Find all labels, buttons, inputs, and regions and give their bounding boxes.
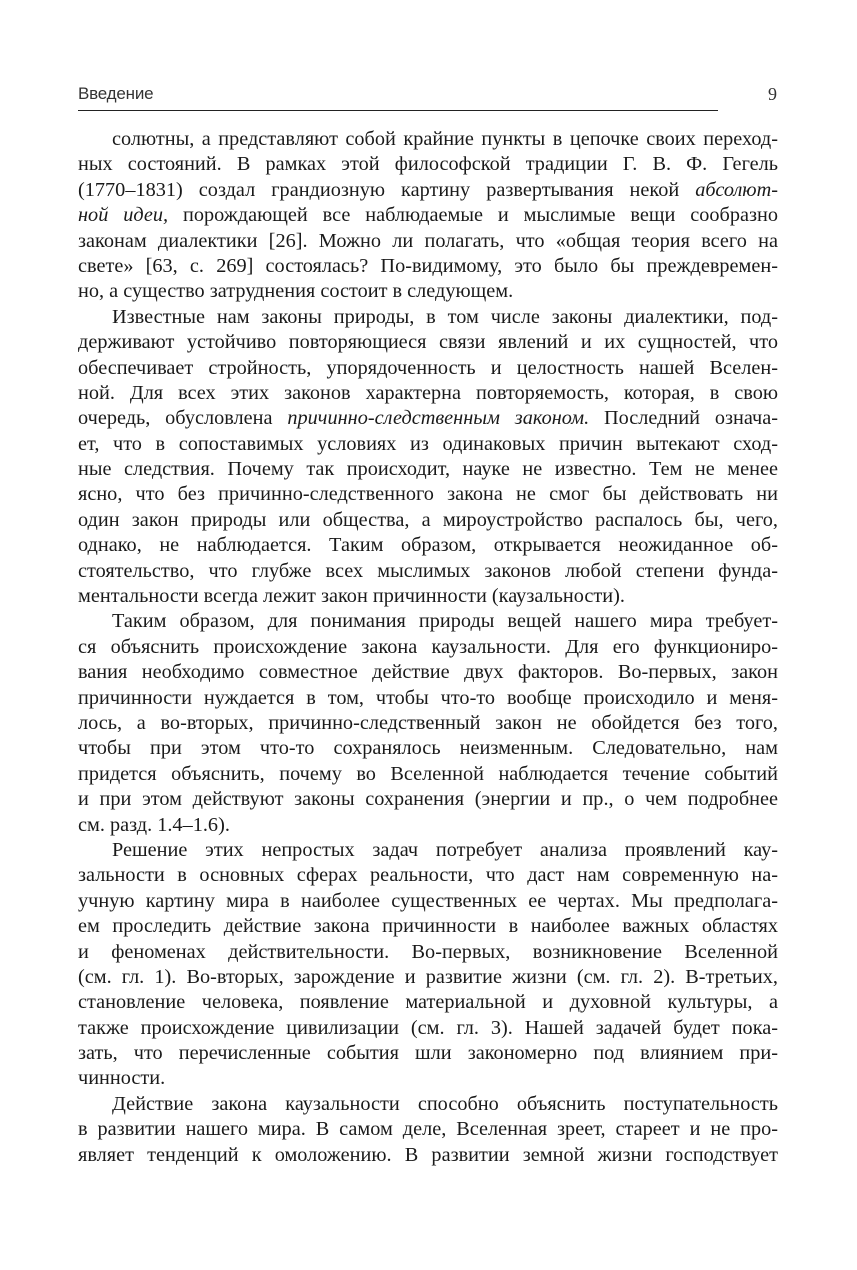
text-line: ные следствия. Почему так происходит, науке не известно. Тем не менее [78, 458, 778, 481]
text-line: солютны, а представляют собой крайние пункты в цепочке своих переход- [112, 128, 778, 150]
text-line: в развитии нашего мира. В самом деле, Вселенная зреет, стареет и не про- [78, 1118, 778, 1141]
text-line: Действие закона каузальности способно объяснить поступательность [112, 1092, 778, 1115]
text-line: и феноменах действительности. Во-первых, возникновение Вселенной [78, 940, 778, 963]
text-line: ной идеи, порождающей все наблюдаемые и мыслимые вещи сообразно [78, 204, 778, 227]
text-line: Известные нам законы природы, в том числе законы диалектики, под- [112, 305, 778, 328]
text-line: ся объяснить происхождение закона каузальности. Для его функциониро- [78, 635, 778, 658]
text-line: (1770–1831) создал грандиозную картину развертывания некой абсолют- [78, 178, 778, 201]
text-line: ных состояний. В рамках этой философской традиции Г. В. Ф. Гегель [78, 153, 778, 176]
text-line: ной. Для всех этих законов характерна повторяемость, которая, в свою [78, 381, 778, 404]
text-line: также происхождение цивилизации (см. гл. 3). Нашей задачей будет пока- [78, 1016, 778, 1039]
text-line: вания необходимо совместное действие двух факторов. Во-первых, закон [78, 661, 778, 684]
paragraph [78, 127, 778, 305]
text-line: законам диалектики [26]. Можно ли полагать, что «общая теория всего на [78, 229, 778, 252]
page-number: 9 [768, 84, 777, 104]
text-line: причинности нуждается в том, чтобы что-то вообще происходило и меня- [78, 686, 778, 709]
text-line: придется объяснить, почему во Вселенной наблюдается течение событий [78, 762, 778, 785]
paragraph [78, 305, 778, 610]
paragraph [78, 609, 778, 838]
text-line: зальности в основных сферах реальности, что даст нам современную на- [78, 864, 778, 887]
text-line: но, а существо затруднения состоит в следующем. [78, 280, 514, 303]
text-line: и при этом действуют законы сохранения (энергии и пр., о чем подробнее [78, 788, 778, 811]
text-line: ет, что в сопоставимых условиях из одинаковых причин вытекают сход- [78, 432, 778, 455]
text-line: лось, а во-вторых, причинно-следственный закон не обойдется без того, [78, 711, 778, 734]
text-line: чтобы при этом что-то сохранялось неизменным. Следовательно, нам [78, 737, 778, 760]
text-line: свете» [63, с. 269] состоялась? По-видимому, это было бы преждевремен- [78, 254, 778, 277]
paragraph [78, 838, 778, 1092]
text-line: обеспечивает стройность, упорядоченность и целостность нашей Вселен- [78, 356, 778, 379]
body-text [78, 127, 778, 1168]
text-line: см. разд. 1.4–1.6). [78, 813, 230, 836]
text-line: ментальности всегда лежит закон причинности (каузальности). [78, 585, 625, 608]
italic-term: причинно-следственным законом. [287, 407, 590, 430]
text-line: один закон природы или общества, а мироустройство распалось бы, чего, [78, 508, 778, 531]
text-line: стоятельство, что глубже всех мыслимых законов любой степени фунда- [78, 559, 778, 582]
text-line: Таким образом, для понимания природы вещей нашего мира требует- [112, 610, 778, 633]
text-line: являет тенденций к омоложению. В развитии земной жизни господствует [78, 1143, 778, 1166]
paragraph [78, 1092, 778, 1168]
text-line: зать, что перечисленные события шли закономерно под влиянием при- [78, 1042, 778, 1065]
text-line: держивают устойчиво повторяющиеся связи явлений и их сущностей, что [78, 331, 778, 354]
text-line: становление человека, появление материальной и духовной культуры, а [78, 991, 778, 1014]
text-line: учную картину мира в наиболее существенных ее чертах. Мы предполага- [78, 889, 778, 912]
italic-term: абсолют- [695, 178, 778, 201]
text-line: (см. гл. 1). Во-вторых, зарождение и развитие жизни (см. гл. 2). В-третьих, [78, 965, 778, 988]
text-line: ем проследить действие закона причинности в наиболее важных областях [78, 915, 778, 938]
text-line: чинности. [78, 1067, 166, 1090]
text-line: ясно, что без причинно-следственного закона не смог бы действовать ни [78, 483, 778, 506]
text-line: очередь, обусловлена причинно-следственным законом. Последний означа- [78, 407, 778, 430]
text-line: Решение этих непростых задач потребует анализа проявлений кау- [112, 838, 778, 861]
text-line: однако, не наблюдается. Таким образом, открывается неожиданное об- [78, 534, 778, 557]
running-head [78, 84, 718, 111]
italic-term: ной идеи, [78, 204, 169, 227]
running-title: Введение [78, 84, 154, 103]
